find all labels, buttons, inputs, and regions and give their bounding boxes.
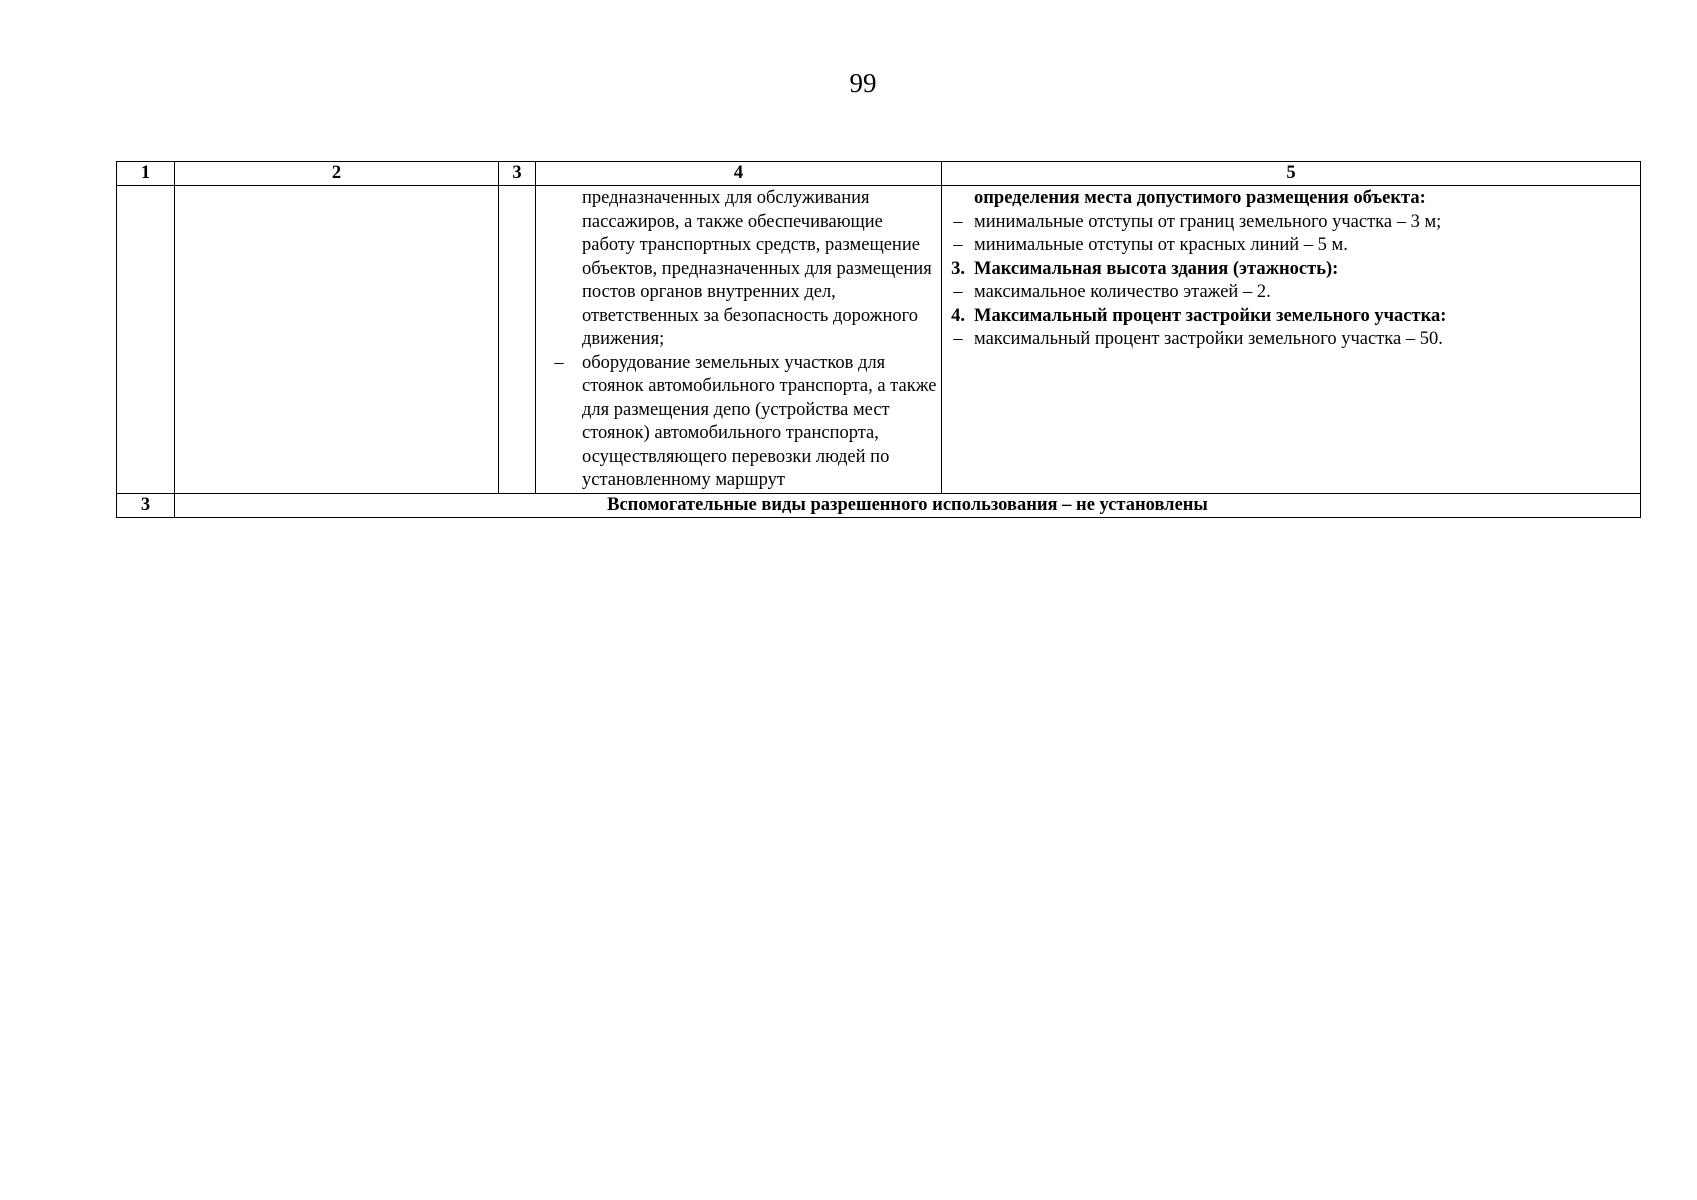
parameters-list [942,186,1640,352]
list-marker: – [554,352,564,373]
permitted-uses-list [536,186,941,493]
list-item [536,187,937,352]
row-number: 3 [117,493,175,517]
list-item [942,281,1636,305]
list-item [942,258,1636,282]
list-item-text: максимальный процент застройки земельного участка – 50. [974,329,1443,349]
list-item-text: предназначенных для обслуживания пассажиров, а также обеспечивающие работу транспортных средств, размещение объектов, предназначенных для размещения постов органов внутренних дел, ответственных за безопасность дорожного движения; [582,188,932,349]
list-item [942,328,1636,352]
table-row [117,186,1641,494]
list-marker: – [953,329,963,349]
list-item-text: максимальное количество этажей – 2. [974,282,1271,302]
list-item-text: определения места допустимого размещения объекта: [974,188,1426,208]
list-item [942,305,1636,329]
regulations-table [116,161,1641,518]
header-col-2: 2 [175,162,499,186]
header-col-3: 3 [499,162,536,186]
header-col-1: 1 [117,162,175,186]
list-item-text: минимальные отступы от границ земельного участка – 3 м; [974,211,1442,232]
list-marker: 3. [951,258,965,279]
auxiliary-uses-row: Вспомогательные виды разрешенного использования – не установлены [175,493,1641,517]
list-item-text: Максимальный процент застройки земельного участка: [974,305,1447,326]
list-item-text: Максимальная высота здания (этажность): [974,258,1339,279]
cell-col-3 [499,186,536,494]
table-row [117,493,1641,517]
page-number: 99 [849,68,877,98]
header-col-5: 5 [942,162,1641,186]
list-item [942,211,1636,235]
list-marker: 4. [951,305,965,326]
list-item-text: минимальные отступы от красных линий – 5 м. [974,235,1348,255]
header-col-4: 4 [536,162,942,186]
cell-col-1 [117,186,175,494]
list-marker: – [953,235,963,255]
list-item [536,352,937,493]
cell-col-2 [175,186,499,494]
list-item [942,234,1636,258]
table-header-row [117,162,1641,186]
list-marker: – [953,282,963,302]
cell-col-5 [942,186,1641,494]
list-marker: – [953,211,963,232]
list-item [942,187,1636,211]
cell-col-4 [536,186,942,494]
list-item-text: оборудование земельных участков для стоянок автомобильного транспорта, а также для размещения депо (устройства мест стоянок) автомобильного транспорта, осуществляющего перевозки людей по установленному маршрут [582,352,937,490]
